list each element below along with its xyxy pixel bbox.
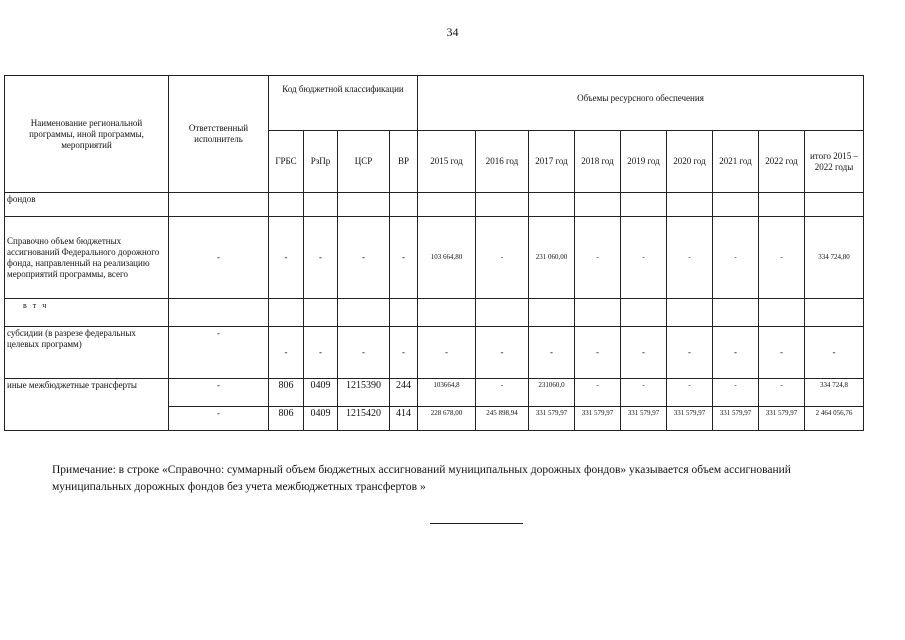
row-total (805, 299, 864, 327)
row-value: 231060,0 (529, 379, 575, 407)
header-year: 2019 год (621, 131, 667, 193)
row-value: 331 579,97 (667, 407, 713, 431)
row-executor: - (169, 327, 269, 379)
row-value: - (713, 379, 759, 407)
header-total: итого 2015 – 2022 годы (805, 131, 864, 193)
row-rzpr (304, 193, 338, 217)
row-value: - (476, 217, 529, 299)
row-vr (390, 193, 418, 217)
row-value: - (476, 379, 529, 407)
row-value: - (667, 217, 713, 299)
row-grbs (269, 299, 304, 327)
row-executor: - (169, 379, 269, 407)
row-executor: - (169, 217, 269, 299)
separator-line (430, 523, 523, 524)
row-value: - (575, 379, 621, 407)
header-year: 2018 год (575, 131, 621, 193)
row-value: - (713, 217, 759, 299)
row-grbs: - (269, 327, 304, 379)
row-csr: - (338, 327, 390, 379)
row-vr: - (390, 217, 418, 299)
header-budget-code: Код бюджетной классификации (269, 76, 418, 131)
row-value (621, 193, 667, 217)
row-value: - (759, 379, 805, 407)
row-rzpr: - (304, 217, 338, 299)
row-value: 331 579,97 (759, 407, 805, 431)
row-value (529, 299, 575, 327)
row-rzpr (304, 299, 338, 327)
row-value: - (621, 327, 667, 379)
row-name: субсидии (в разрезе федеральных целевых программ) (5, 327, 169, 379)
row-total: - (805, 327, 864, 379)
row-csr: - (338, 217, 390, 299)
row-value: 103664,8 (418, 379, 476, 407)
row-value: 331 579,97 (713, 407, 759, 431)
row-rzpr: 0409 (304, 379, 338, 407)
row-name: Справочно объем бюджетных ассигнований Федерального дорожного фонда, направленный на реализацию мероприятий программы, всего (5, 217, 169, 299)
header-year: 2017 год (529, 131, 575, 193)
row-executor (169, 193, 269, 217)
budget-table (4, 75, 864, 431)
row-csr (338, 299, 390, 327)
row-name: в т ч (5, 299, 169, 327)
header-row-1 (5, 76, 864, 131)
row-csr (338, 193, 390, 217)
row-value (713, 299, 759, 327)
row-value: 245 898,94 (476, 407, 529, 431)
row-value (418, 193, 476, 217)
row-vr: 244 (390, 379, 418, 407)
table-row (5, 299, 864, 327)
row-value (667, 193, 713, 217)
row-value (529, 193, 575, 217)
header-rzpr: РзПр (304, 131, 338, 193)
row-value (667, 299, 713, 327)
table-row (5, 193, 864, 217)
row-name: фондов (5, 193, 169, 217)
row-value: 331 579,97 (575, 407, 621, 431)
row-value: 103 664,80 (418, 217, 476, 299)
row-value: - (529, 327, 575, 379)
footnote: Примечание: в строке «Справочно: суммарный объем бюджетных ассигнований муниципальных дорожных фондов» указывается объем ассигнований муниципальных дорожных фондов без учета межбюджетных трансфертов » (52, 464, 791, 493)
row-value: - (759, 217, 805, 299)
row-value: - (713, 327, 759, 379)
row-grbs: 806 (269, 379, 304, 407)
table-row (5, 379, 864, 407)
row-value (621, 299, 667, 327)
header-year: 2015 год (418, 131, 476, 193)
row-value: - (621, 379, 667, 407)
row-csr: 1215420 (338, 407, 390, 431)
row-csr: 1215390 (338, 379, 390, 407)
header-csr: ЦСР (338, 131, 390, 193)
row-grbs: - (269, 217, 304, 299)
row-value: - (667, 327, 713, 379)
row-value: - (575, 327, 621, 379)
row-value: 331 579,97 (529, 407, 575, 431)
row-vr: 414 (390, 407, 418, 431)
header-grbs: ГРБС (269, 131, 304, 193)
row-vr: - (390, 327, 418, 379)
row-rzpr: 0409 (304, 407, 338, 431)
header-vr: ВР (390, 131, 418, 193)
row-value: 331 579,97 (621, 407, 667, 431)
header-resources: Объемы ресурсного обеспечения (418, 76, 864, 131)
row-value: 231 060,00 (529, 217, 575, 299)
row-rzpr: - (304, 327, 338, 379)
header-year: 2016 год (476, 131, 529, 193)
table-row (5, 327, 864, 379)
row-name: иные межбюджетные трансферты (5, 379, 169, 431)
row-value: - (575, 217, 621, 299)
row-value (418, 299, 476, 327)
header-year: 2021 год (713, 131, 759, 193)
row-vr (390, 299, 418, 327)
header-year: 2022 год (759, 131, 805, 193)
row-value: - (667, 379, 713, 407)
row-grbs (269, 193, 304, 217)
row-value: - (418, 327, 476, 379)
header-name: Наименование региональной программы, иной программы, мероприятий (5, 76, 169, 193)
table-row (5, 217, 864, 299)
page-number: 34 (446, 25, 459, 39)
row-total: 334 724,80 (805, 217, 864, 299)
row-total: 334 724,8 (805, 379, 864, 407)
row-executor (169, 299, 269, 327)
row-grbs: 806 (269, 407, 304, 431)
row-value (713, 193, 759, 217)
header-executor: Ответственный исполнитель (169, 76, 269, 193)
row-value (759, 299, 805, 327)
row-value (759, 193, 805, 217)
row-total (805, 193, 864, 217)
row-executor: - (169, 407, 269, 431)
row-value: - (759, 327, 805, 379)
row-value: 228 678,00 (418, 407, 476, 431)
row-value (575, 193, 621, 217)
row-value: - (621, 217, 667, 299)
row-total: 2 464 056,76 (805, 407, 864, 431)
header-year: 2020 год (667, 131, 713, 193)
row-value (476, 299, 529, 327)
row-value (575, 299, 621, 327)
row-value: - (476, 327, 529, 379)
row-value (476, 193, 529, 217)
